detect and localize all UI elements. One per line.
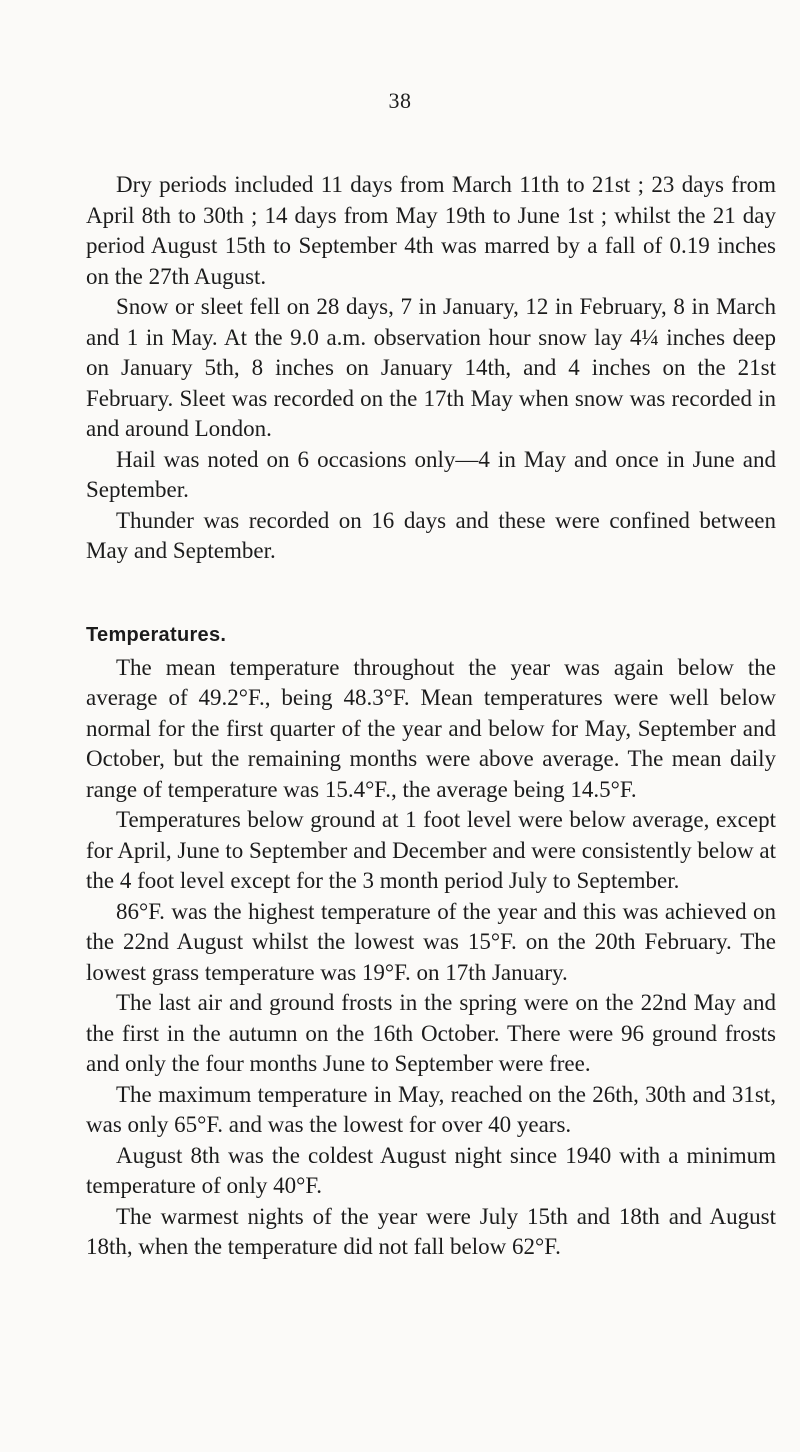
paragraph-warmest-nights: The warmest nights of the year were July 15th and 18th and August 18th, when the temperature did not fall below 62°F. bbox=[86, 1203, 776, 1259]
paragraph-coldest-august-night: August 8th was the coldest August night since 1940 with a minimum temperature of only 40°F. bbox=[86, 1142, 776, 1198]
section-heading-temperatures: Temperatures. bbox=[86, 623, 227, 646]
paragraph-extremes: 86°F. was the highest temperature of the year and this was achieved on the 22nd August whilst the lowest was 15°F. on the 20th February. The lowest grass temperature was 19°F. on 17th January. bbox=[86, 898, 776, 985]
paragraph-dry-periods: Dry periods included 11 days from March 11th to 21st ; 23 days from April 8th to 30th ; 14 days from May 19th to June 1st ; whilst the 21 day period August 15th to September 4th was marred by a fall of 0.19 inches on the 27th August. bbox=[86, 172, 776, 289]
temperatures-section bbox=[86, 624, 776, 1263]
paragraph-frosts: The last air and ground frosts in the spring were on the 22nd May and the first in the autumn on the 16th October. There were 96 ground frosts and only the four months June to September were free. bbox=[86, 990, 776, 1076]
paragraph-mean-temperature: The mean temperature throughout the year was again below the average of 49.2°F., being 48.3°F. Mean temperatures were well below normal for the first quarter of the year and below for May, September and October, but the remaining months were above average. The mean daily range of temperature was 15.4°F., the average being 14.5°F. bbox=[86, 654, 776, 802]
paragraph-thunder: Thunder was recorded on 16 days and these were confined between May and September. bbox=[86, 507, 776, 563]
paragraph-ground-temperatures: Temperatures below ground at 1 foot level were below average, except for April, June to September and December and were consistently below at the 4 foot level except for the 3 month period July to September. bbox=[86, 807, 776, 893]
precipitation-section bbox=[86, 170, 776, 567]
paragraph-snow-sleet: Snow or sleet fell on 28 days, 7 in January, 12 in February, 8 in March and 1 in May. At the 9.0 a.m. observation hour snow lay 4¼ inches deep on January 5th, 8 inches on January 14th, and 4 inches on the 21st February. Sleet was recorded on the 17th May when snow was recorded in and around London. bbox=[86, 294, 776, 441]
paragraph-may-maximum: The maximum temperature in May, reached on the 26th, 30th and 31st, was only 65°F. and was the lowest for over 40 years. bbox=[86, 1081, 776, 1137]
paragraph-hail: Hail was noted on 6 occasions only—4 in May and once in June and September. bbox=[86, 446, 776, 502]
page-number: 38 bbox=[388, 88, 412, 113]
document-body bbox=[86, 170, 776, 1263]
